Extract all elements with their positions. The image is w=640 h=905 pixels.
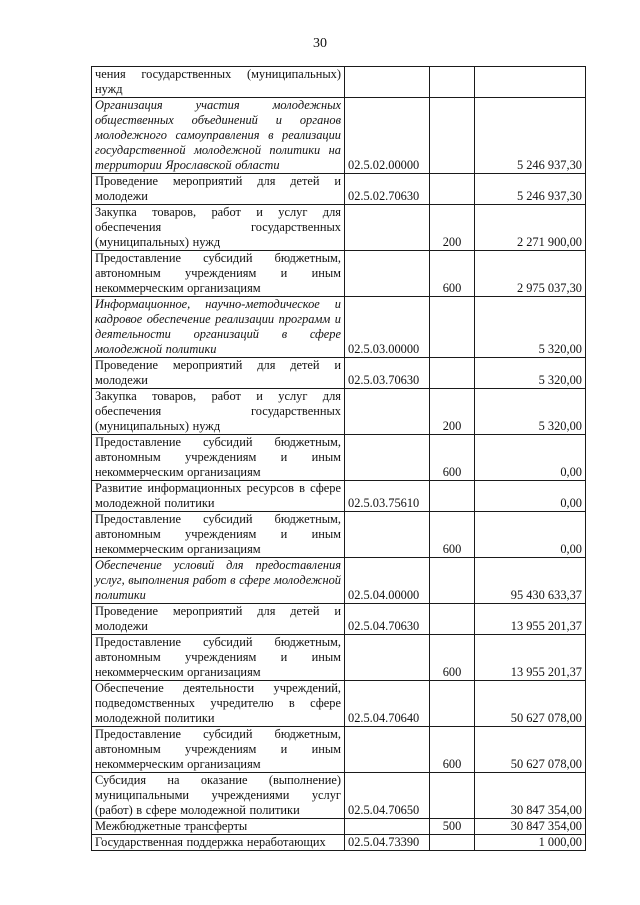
row-name-cell: Обеспечение деятельности учреждений, подведомственных учредителю в сфере молодежной политики [92,681,345,727]
row-code-cell [345,435,430,481]
row-name-cell: Субсидия на оказание (выполнение) муниципальными учреждениями услуг (работ) в сфере молодежной политики [92,773,345,819]
table-row [92,297,586,358]
row-code-cell: 02.5.04.70650 [345,773,430,819]
row-code-cell [345,819,430,835]
row-expense-type-cell [430,835,475,851]
row-amount-cell: 50 627 078,00 [475,727,586,773]
row-expense-type-cell [430,358,475,389]
row-amount-cell: 5 320,00 [475,358,586,389]
row-name-cell: Информационное, научно-методическое и кадровое обеспечение реализации программ и деятельности организаций в сфере молодежной политики [92,297,345,358]
table-row [92,435,586,481]
table-row [92,835,586,851]
table-row [92,512,586,558]
row-expense-type-cell: 600 [430,512,475,558]
row-amount-cell: 0,00 [475,435,586,481]
row-code-cell [345,512,430,558]
row-amount-cell: 2 271 900,00 [475,205,586,251]
row-name-cell: Предоставление субсидий бюджетным, автономным учреждениям и иным некоммерческим организациям [92,435,345,481]
row-code-cell [345,67,430,98]
row-amount-cell: 5 246 937,30 [475,174,586,205]
row-expense-type-cell [430,98,475,174]
row-amount-cell: 30 847 354,00 [475,773,586,819]
table-row [92,67,586,98]
table-row [92,681,586,727]
row-expense-type-cell [430,297,475,358]
row-name-cell: Закупка товаров, работ и услуг для обеспечения государственных (муниципальных) нужд [92,205,345,251]
row-expense-type-cell [430,481,475,512]
row-amount-cell: 2 975 037,30 [475,251,586,297]
table-row [92,251,586,297]
table-row [92,773,586,819]
row-name-cell: Обеспечение условий для предоставления услуг, выполнения работ в сфере молодежной политики [92,558,345,604]
table-row [92,389,586,435]
row-amount-cell: 1 000,00 [475,835,586,851]
row-name-cell: Закупка товаров, работ и услуг для обеспечения государственных (муниципальных) нужд [92,389,345,435]
row-expense-type-cell: 600 [430,727,475,773]
row-code-cell: 02.5.04.70640 [345,681,430,727]
row-amount-cell: 0,00 [475,481,586,512]
row-name-cell: Проведение мероприятий для детей и молодежи [92,358,345,389]
row-expense-type-cell: 600 [430,435,475,481]
row-code-cell: 02.5.04.70630 [345,604,430,635]
row-code-cell: 02.5.02.00000 [345,98,430,174]
row-amount-cell [475,67,586,98]
row-name-cell: Межбюджетные трансферты [92,819,345,835]
row-code-cell: 02.5.03.70630 [345,358,430,389]
row-code-cell: 02.5.03.75610 [345,481,430,512]
row-amount-cell: 30 847 354,00 [475,819,586,835]
table-row [92,558,586,604]
row-amount-cell: 13 955 201,37 [475,635,586,681]
row-amount-cell: 50 627 078,00 [475,681,586,727]
row-name-cell: Проведение мероприятий для детей и молодежи [92,604,345,635]
row-amount-cell: 5 320,00 [475,389,586,435]
row-amount-cell: 95 430 633,37 [475,558,586,604]
row-name-cell: Предоставление субсидий бюджетным, автономным учреждениям и иным некоммерческим организациям [92,251,345,297]
row-name-cell: Предоставление субсидий бюджетным, автономным учреждениям и иным некоммерческим организациям [92,512,345,558]
table-row [92,481,586,512]
row-name-cell: Предоставление субсидий бюджетным, автономным учреждениям и иным некоммерческим организациям [92,635,345,681]
row-expense-type-cell: 200 [430,205,475,251]
row-expense-type-cell: 600 [430,251,475,297]
table-row [92,727,586,773]
row-code-cell: 02.5.02.70630 [345,174,430,205]
row-code-cell [345,251,430,297]
row-expense-type-cell: 200 [430,389,475,435]
table-row [92,604,586,635]
row-expense-type-cell: 500 [430,819,475,835]
table-row [92,819,586,835]
row-amount-cell: 5 246 937,30 [475,98,586,174]
row-name-cell: Государственная поддержка неработающих [92,835,345,851]
row-amount-cell: 5 320,00 [475,297,586,358]
row-code-cell [345,727,430,773]
row-name-cell: чения государственных (муниципальных) нужд [92,67,345,98]
row-expense-type-cell [430,558,475,604]
budget-table [91,66,586,851]
table-row [92,174,586,205]
row-expense-type-cell [430,67,475,98]
row-amount-cell: 13 955 201,37 [475,604,586,635]
table-row [92,98,586,174]
row-name-cell: Предоставление субсидий бюджетным, автономным учреждениям и иным некоммерческим организациям [92,727,345,773]
table-row [92,205,586,251]
row-code-cell [345,635,430,681]
row-code-cell: 02.5.04.00000 [345,558,430,604]
row-expense-type-cell [430,681,475,727]
row-amount-cell: 0,00 [475,512,586,558]
row-code-cell: 02.5.04.73390 [345,835,430,851]
row-code-cell [345,205,430,251]
row-expense-type-cell [430,604,475,635]
table-row [92,635,586,681]
row-code-cell: 02.5.03.00000 [345,297,430,358]
row-expense-type-cell: 600 [430,635,475,681]
table-row [92,358,586,389]
budget-table-body [92,67,586,851]
row-expense-type-cell [430,773,475,819]
row-name-cell: Развитие информационных ресурсов в сфере молодежной политики [92,481,345,512]
page-number: 30 [313,36,327,51]
row-name-cell: Организация участия молодежных общественных объединений и органов молодежного самоуправления в реализации государственной молодежной политики на территории Ярославской области [92,98,345,174]
row-name-cell: Проведение мероприятий для детей и молодежи [92,174,345,205]
row-expense-type-cell [430,174,475,205]
row-code-cell [345,389,430,435]
